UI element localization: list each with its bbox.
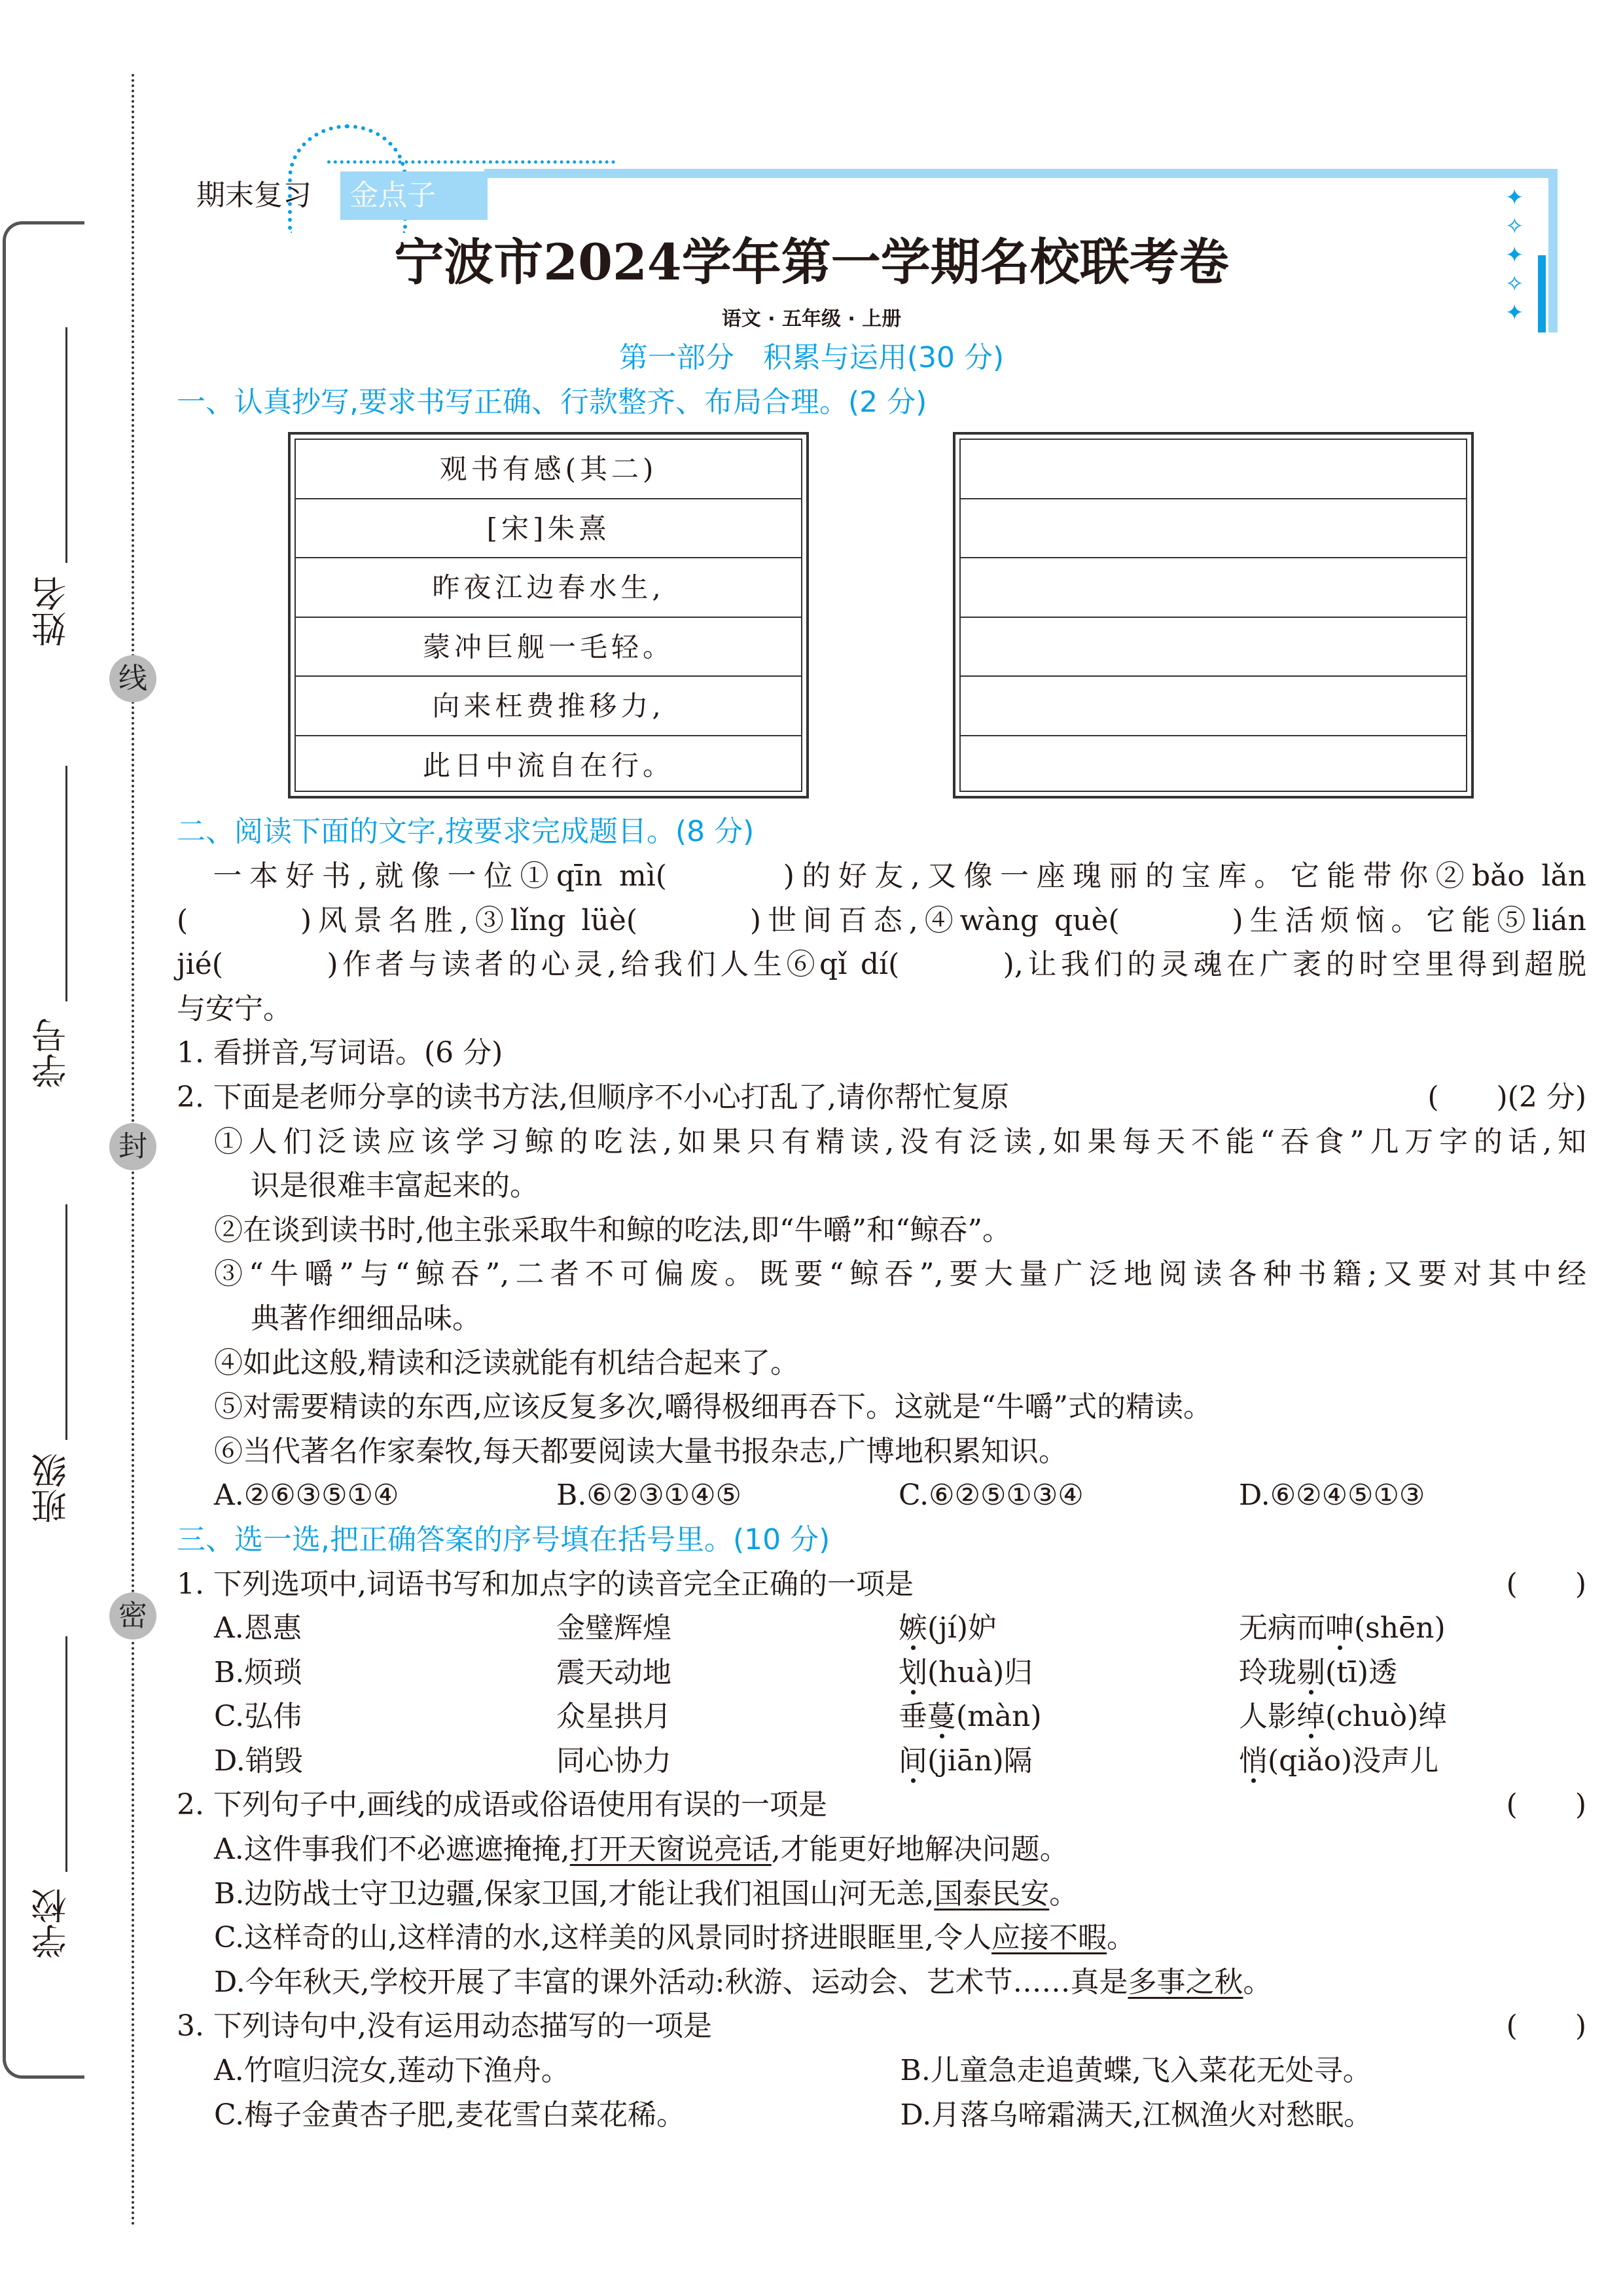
poem-table	[288, 432, 809, 798]
word: A.恩惠	[214, 1611, 302, 1645]
word: 众星拱月	[556, 1700, 671, 1734]
word	[899, 1739, 1239, 1784]
text: ,才能更好地解决问题。	[771, 1833, 1069, 1867]
question-2-1: 1. 看拼音,写词语。(6 分)	[177, 1036, 503, 1070]
text: B.边防战士守卫边疆,保家卫国,才能让我们祖国山河无恙,	[214, 1876, 935, 1910]
header-dots	[327, 160, 615, 164]
answer-blank[interactable]: ( )	[1506, 1788, 1586, 1822]
answer-blank[interactable]: ( )(2 分)	[1427, 1080, 1586, 1114]
poem-line: [宋]朱熹	[296, 499, 801, 559]
option-row	[177, 1739, 1586, 1784]
option-c: C.梅子金黄杏子肥,麦花雪白菜花稀。	[214, 2098, 686, 2132]
underlined-idiom: 应接不暇	[991, 1921, 1107, 1955]
word: 金璧辉煌	[556, 1611, 671, 1645]
option-d	[177, 1960, 1586, 2005]
school-label: 学校	[31, 1888, 72, 1959]
word-part: 玲珑	[1239, 1655, 1296, 1689]
header-frame-top	[484, 169, 1558, 178]
word-part: (shēn)	[1354, 1611, 1446, 1645]
word	[1239, 1739, 1581, 1784]
option-c: C.⑥②⑤①③④	[899, 1479, 1084, 1513]
option-row	[177, 1606, 1586, 1651]
student-id-label: 学号	[31, 1018, 72, 1088]
word: B.烦琐	[214, 1655, 302, 1689]
word-part: 垂	[899, 1700, 927, 1734]
text: A.这件事我们不必遮遮掩掩,	[214, 1833, 570, 1867]
section-3-heading: 三、选一选,把正确答案的序号填在括号里。(10 分)	[177, 1522, 830, 1556]
page-title: 宁波市2024学年第一学期名校联考卷	[394, 233, 1229, 291]
dotted-char: 剔	[1296, 1655, 1325, 1689]
stars-icon: ✦✧✦✧✦	[1505, 185, 1524, 326]
class-field[interactable]	[65, 1204, 67, 1440]
option-a: A.竹喧归浣女,莲动下渔舟。	[214, 2054, 570, 2088]
text: C.这样奇的山,这样清的水,这样美的风景同时挤进眼眶里,令人	[214, 1921, 992, 1955]
underlined-idiom: 多事之秋	[1128, 1965, 1243, 1999]
question-3-1: 1. 下列选项中,词语书写和加点字的读音完全正确的一项是	[177, 1567, 914, 1601]
option-row	[177, 1695, 1586, 1739]
poem-line: 向来枉费推移力,	[296, 677, 801, 736]
dotted-char: 间	[899, 1744, 927, 1778]
question-2-2: 2. 下面是老师分享的读书方法,但顺序不小心打乱了,请你帮忙复原	[177, 1080, 1009, 1114]
section-2-heading: 二、阅读下面的文字,按要求完成题目。(8 分)	[177, 815, 755, 848]
question-3-3: 3. 下列诗句中,没有运用动态描写的一项是	[177, 2009, 712, 2043]
word: 震天动地	[556, 1655, 671, 1689]
underlined-idiom: 打开天窗说亮话	[569, 1833, 772, 1867]
seal-feng: 封	[109, 1123, 156, 1170]
word-part: (jiān)隔	[927, 1744, 1033, 1778]
poem-line: 昨夜江边春水生,	[296, 558, 801, 618]
word-part: 人影	[1239, 1700, 1296, 1734]
brand-right: 金点子	[340, 171, 488, 220]
dotted-char: 划	[899, 1655, 927, 1689]
option-a	[177, 1827, 1586, 1872]
poem-line: 观书有感(其二)	[296, 440, 801, 499]
passage-line: jié( )作者与读者的心灵,给我们人生⑥qǐ dí( ),让我们的灵魂在广袤的时空里得到超脱	[177, 948, 1586, 982]
option-row	[177, 1651, 1586, 1695]
class-label: 班级	[31, 1453, 72, 1524]
option-d: D.月落乌啼霜满天,江枫渔火对愁眠。	[900, 2098, 1373, 2132]
text: 。	[1107, 1921, 1136, 1955]
underlined-idiom: 国泰民安	[934, 1876, 1050, 1910]
binding-margin-frame	[3, 221, 84, 2079]
word	[1239, 1695, 1581, 1739]
text: 。	[1243, 1965, 1272, 1999]
poem-line: 此日中流自在行。	[422, 749, 674, 781]
brand-left: 期末复习	[196, 179, 312, 212]
dotted-char: 绰	[1296, 1700, 1325, 1734]
question-3-2: 2. 下列句子中,画线的成语或俗语使用有误的一项是	[177, 1788, 827, 1822]
answer-blank[interactable]: ( )	[1506, 1567, 1586, 1601]
word-part: (chuò)绰	[1325, 1700, 1448, 1734]
word	[1239, 1651, 1581, 1695]
dotted-char: 呻	[1325, 1611, 1354, 1645]
passage-line: 与安宁。	[177, 992, 292, 1026]
passage-line: 一本好书,就像一位①qīn mì( )的好友,又像一座瑰丽的宝库。它能带你②bǎo lǎn	[177, 859, 1586, 893]
item-line: ④如此这般,精读和泛读就能有机结合起来了。	[214, 1346, 799, 1380]
section-1-heading: 一、认真抄写,要求书写正确、行款整齐、布局合理。(2 分)	[177, 386, 927, 419]
item-line: ②在谈到读书时,他主张采取牛和鲸的吃法,即“牛嚼”和“鲸吞”。	[214, 1213, 1011, 1247]
school-field[interactable]	[65, 1636, 67, 1872]
word-part: (huà)归	[927, 1655, 1033, 1689]
option-c	[177, 1916, 1586, 1960]
word-part: (tī)透	[1325, 1655, 1398, 1689]
word-part: (qiǎo)没声儿	[1268, 1744, 1439, 1778]
part-heading: 第一部分 积累与运用(30 分)	[618, 341, 1005, 374]
text: D.今年秋天,学校开展了丰富的课外活动:秋游、运动会、艺术节……真是	[214, 1965, 1128, 1999]
copy-row[interactable]	[961, 440, 1466, 499]
item-line: ⑤对需要精读的东西,应该反复多次,嚼得极细再吞下。这就是“牛嚼”式的精读。	[214, 1390, 1212, 1424]
dotted-char: 蔓	[927, 1700, 956, 1734]
item-line: ①人们泛读应该学习鲸的吃法,如果只有精读,没有泛读,如果每天不能“吞食”几万字的话,知	[214, 1124, 1586, 1158]
option-d: D.⑥②④⑤①③	[1239, 1479, 1425, 1513]
copy-row[interactable]	[961, 677, 1466, 736]
word	[899, 1606, 1239, 1651]
option-a: A.②⑥③⑤①④	[214, 1479, 399, 1513]
word-part: (jí)妒	[927, 1611, 997, 1645]
option-b: B.儿童急走追黄蝶,飞入菜花无处寻。	[900, 2054, 1372, 2088]
option-b: B.⑥②③①④⑤	[556, 1479, 741, 1513]
copy-row[interactable]	[961, 558, 1466, 618]
copy-row[interactable]	[961, 736, 1466, 796]
student-id-field[interactable]	[65, 766, 67, 1001]
word	[899, 1651, 1239, 1695]
item-line: 典著作细细品味。	[251, 1301, 481, 1335]
word-part: (màn)	[956, 1700, 1042, 1734]
word-part: 无病而	[1239, 1611, 1325, 1645]
answer-blank[interactable]: ( )	[1506, 2009, 1586, 2043]
item-line: ⑥当代著名作家秦牧,每天都要阅读大量书报杂志,广博地积累知识。	[214, 1434, 1067, 1468]
seal-xian: 线	[109, 655, 156, 702]
poem-line: 蒙冲巨舰一毛轻。	[296, 618, 801, 677]
item-line: ③“牛嚼”与“鲸吞”,二者不可偏废。既要“鲸吞”,要大量广泛地阅读各种书籍;又要对其中经	[214, 1257, 1586, 1291]
name-label: 姓名	[31, 576, 72, 647]
word	[899, 1695, 1239, 1739]
option-b	[177, 1872, 1586, 1916]
seal-mi: 密	[109, 1592, 156, 1640]
copy-table[interactable]	[953, 432, 1474, 798]
exam-body	[177, 854, 1586, 2137]
word	[1239, 1606, 1581, 1651]
text: 。	[1049, 1876, 1079, 1910]
passage-line: ( )风景名胜,③lǐng lüè( )世间百态,④wàng què( )生活烦恼。它能⑤lián	[177, 903, 1586, 937]
item-line: 识是很难丰富起来的。	[251, 1169, 539, 1203]
dotted-char: 悄	[1239, 1744, 1268, 1778]
copy-row[interactable]	[961, 499, 1466, 559]
copy-row[interactable]	[961, 618, 1466, 677]
subtitle: 语文 · 五年级 · 上册	[721, 308, 902, 331]
word: C.弘伟	[214, 1700, 302, 1734]
dotted-char: 嫉	[899, 1611, 927, 1645]
word: 同心协力	[556, 1744, 671, 1778]
word: D.销毁	[214, 1744, 303, 1778]
